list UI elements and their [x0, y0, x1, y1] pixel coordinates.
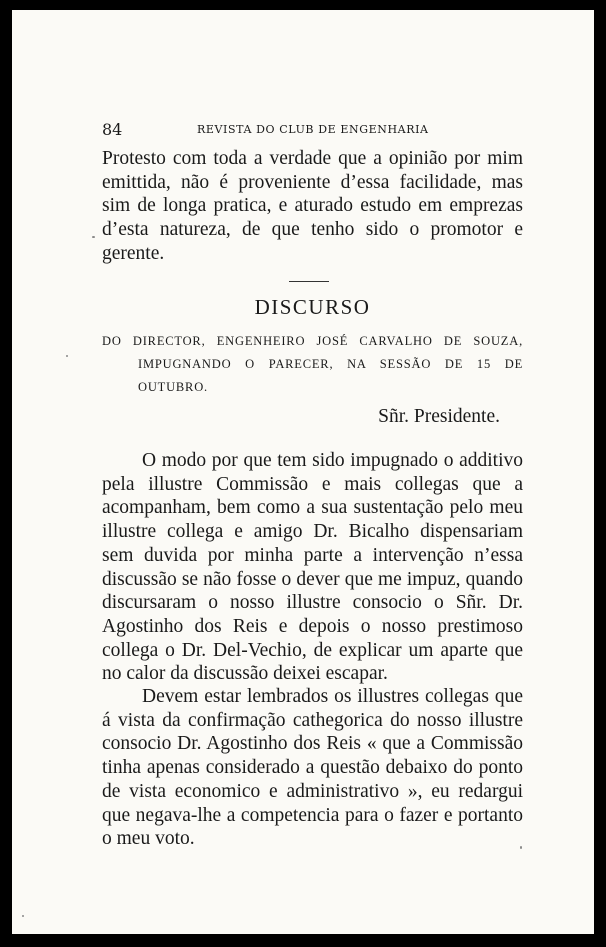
opening-paragraph: Protesto com toda a verdade que a opinião por mim emittida, não é proveniente d’essa facilidade, mas sim de longa pratica, e aturado estudo em emprezas d’esta natureza, de que tenho sido o promotor e gerente.	[102, 148, 523, 264]
paper-speck	[520, 846, 522, 849]
section-subtitle: DO DIRECTOR, ENGENHEIRO JOSÉ CARVALHO DE SOUZA, IMPUGNANDO O PARECER, NA SESSÃO DE 15 DE OUTUBRO.	[102, 334, 523, 394]
body-paragraph: Devem estar lembrados os illustres collegas que á vista da confirmação cathegorica do nosso illustre consocio Dr. Agostinho dos Reis « que a Commissão tinha apenas considerado a questão debaixo do ponto de vista economico e administrativo », eu redargui que negava-lhe a competencia para o fazer e portanto o meu voto.	[102, 686, 523, 850]
page-header	[102, 120, 523, 140]
body-paragraph: O modo por que tem sido impugnado o additivo pela illustre Commissão e mais collegas que a acompanham, bem como a sua sustentação pelo meu illustre collega e amigo Dr. Bicalho dispensariam sem duvida por minha parte a intervenção n’essa discussão se não fosse o dever que me impuz, quando discursaram o nosso illustre consocio o Sñr. Dr. Agostinho dos Reis e depois o nosso prestimoso collega o Dr. Del-Vechio, de explicar um aparte que no calor da discussão deixei escapar.	[102, 450, 523, 685]
paper-speck	[22, 915, 24, 917]
section-title: DISCURSO	[254, 295, 371, 319]
section-divider	[289, 281, 329, 282]
paper-speck	[92, 236, 95, 238]
paper-speck	[66, 355, 68, 357]
salutation: Sñr. Presidente.	[378, 406, 500, 427]
running-title: REVISTA DO CLUB DE ENGENHARIA	[197, 123, 429, 136]
page-number: 84	[102, 120, 123, 139]
book-page	[12, 10, 594, 934]
